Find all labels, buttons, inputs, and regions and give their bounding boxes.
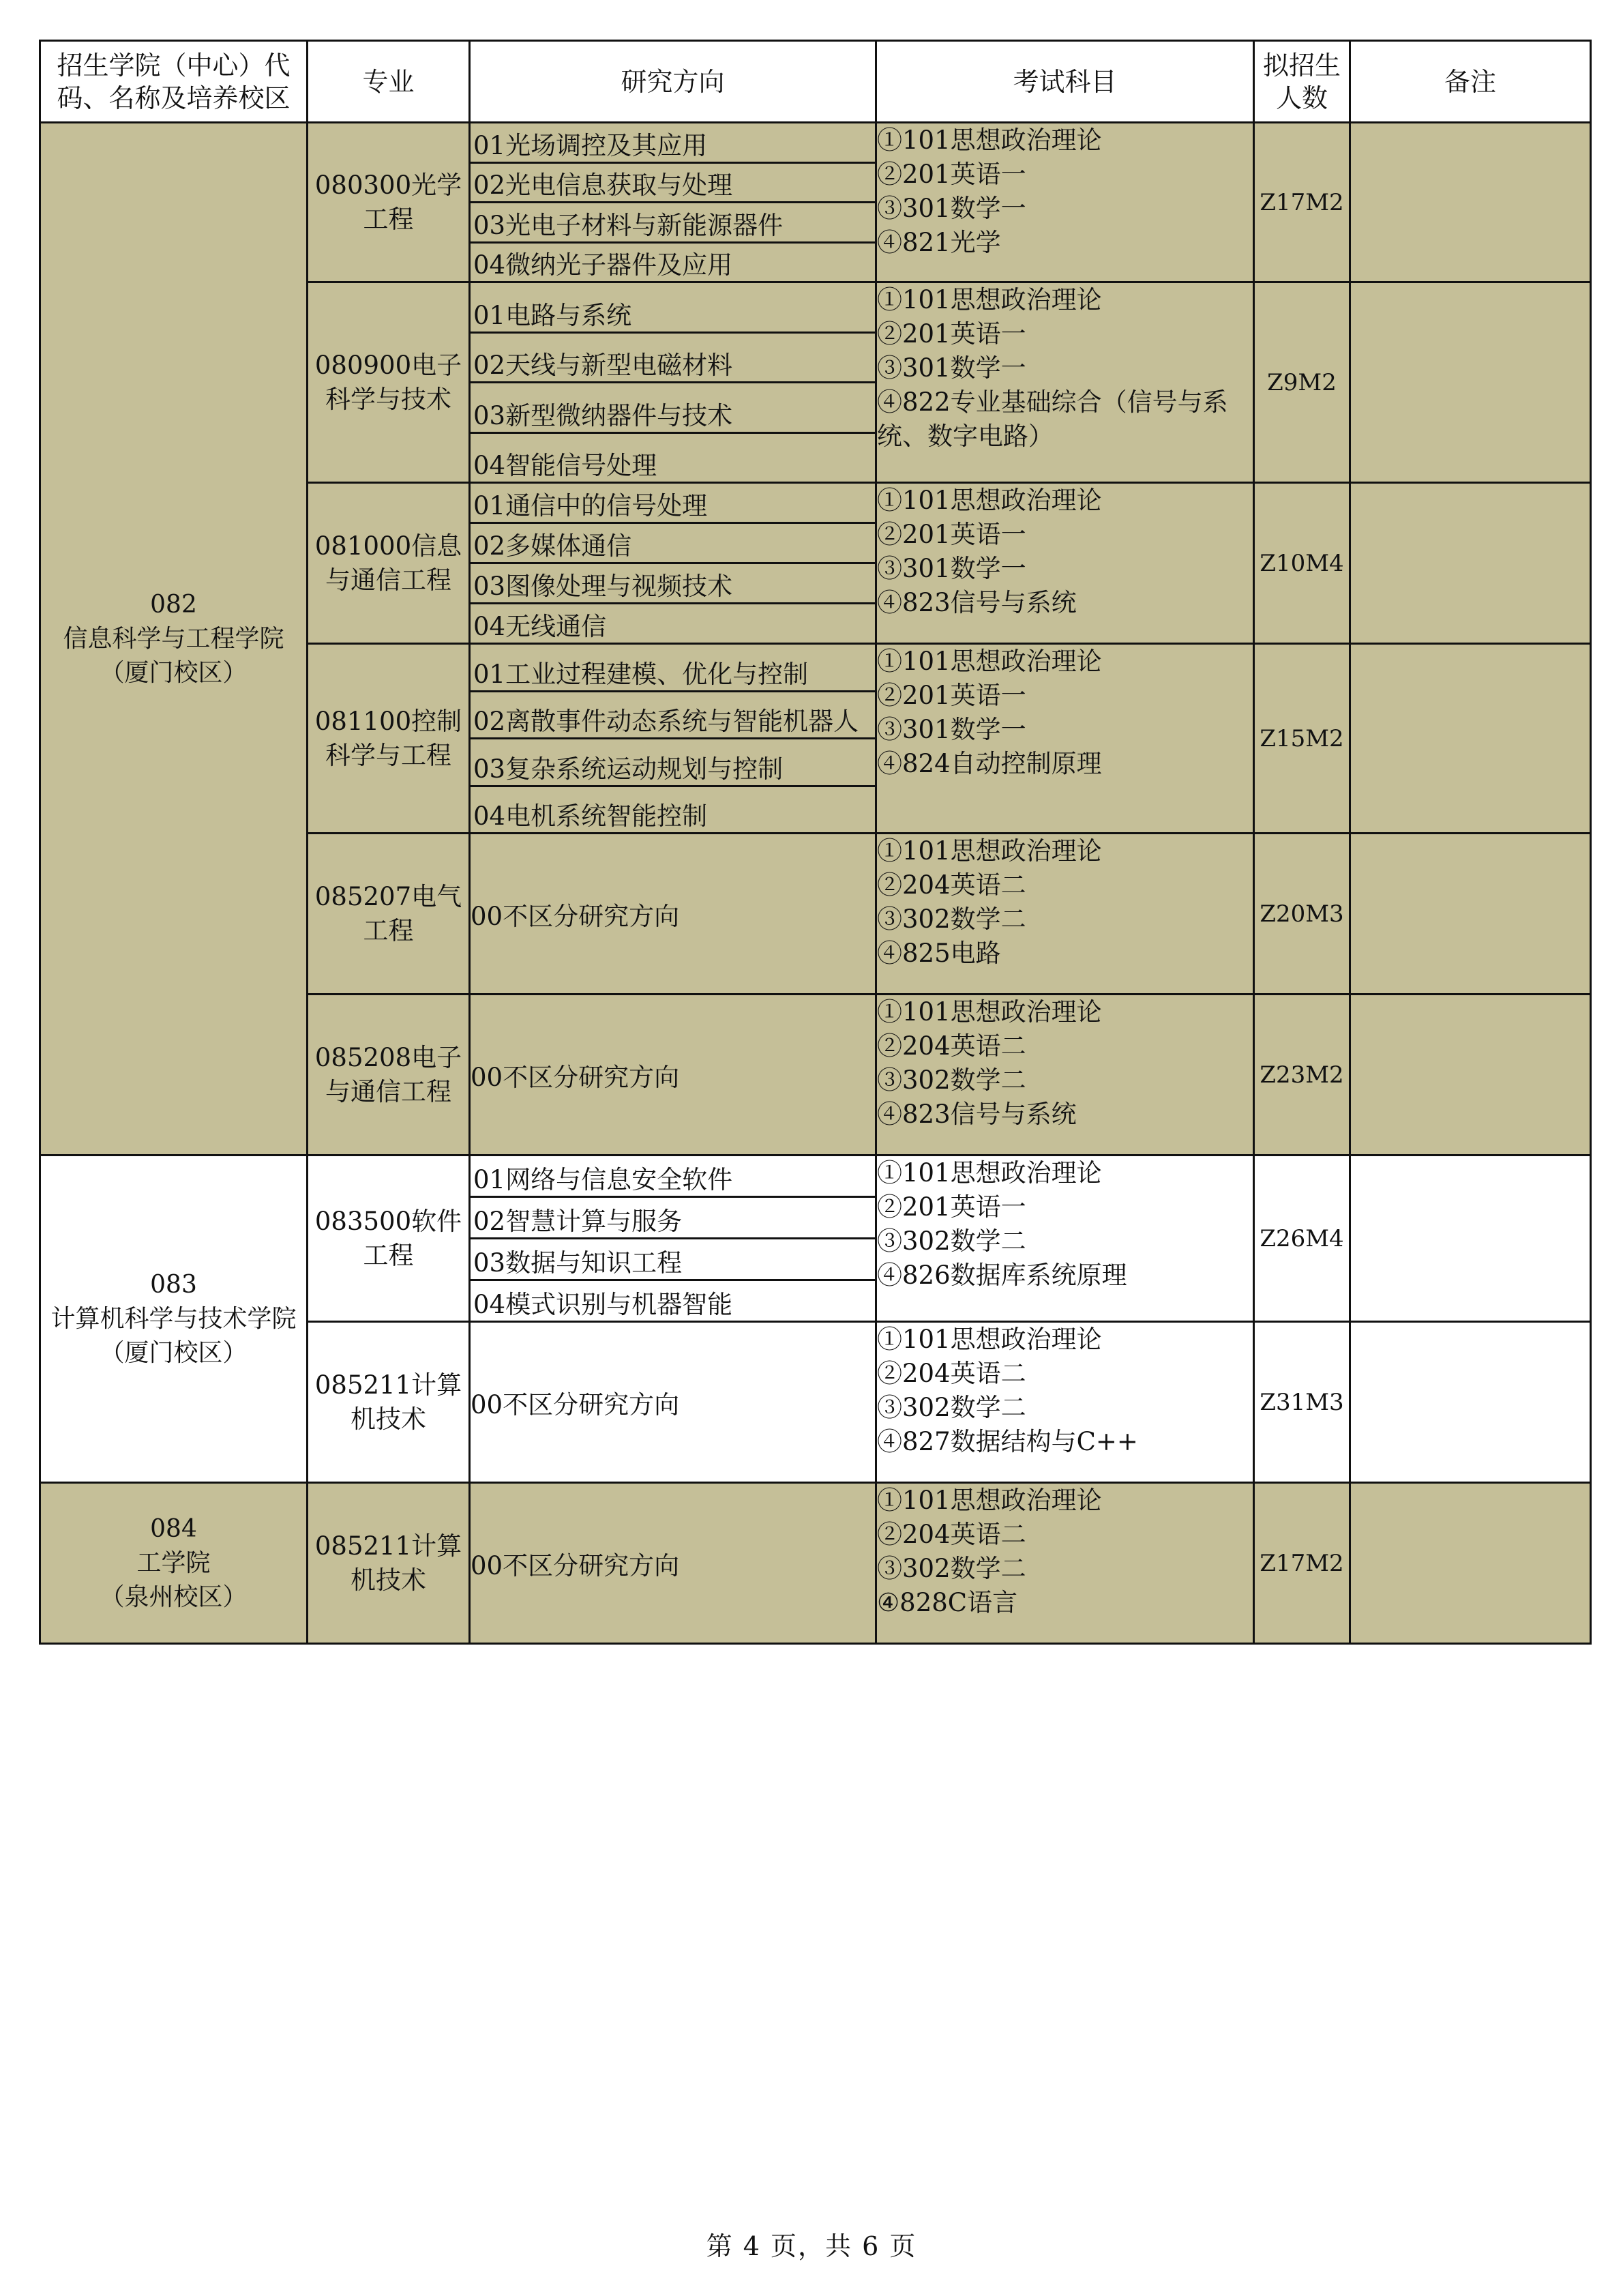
subject-item: ④822专业基础综合（信号与系统、数字电路） (877, 387, 1228, 451)
count-cell: Z9M2 (1254, 282, 1350, 483)
major-cell: 085208电子与通信工程 (308, 995, 470, 1156)
enrollment-table (39, 40, 1592, 1645)
subject-item: ②204英语二 (877, 1031, 1026, 1061)
direction-cell: 00不区分研究方向 (470, 1483, 876, 1644)
direction-cell (470, 282, 876, 483)
note-cell (1350, 282, 1591, 483)
count-cell: Z10M4 (1254, 483, 1350, 644)
subject-item: ③302数学二 (877, 1065, 1026, 1095)
subject-item: ①101思想政治理论 (877, 126, 1102, 155)
direction-item: 04微纳光子器件及应用 (471, 241, 875, 282)
subject-item: ③301数学一 (877, 194, 1026, 223)
subject-item: ②204英语二 (877, 1359, 1026, 1388)
direction-item: 01通信中的信号处理 (473, 491, 708, 520)
count-cell: Z20M3 (1254, 834, 1350, 995)
subject-item: ①101思想政治理论 (877, 285, 1102, 314)
note-cell (1350, 1322, 1591, 1483)
subject-item: ③301数学一 (877, 715, 1026, 744)
subject-item: ③302数学二 (877, 1554, 1026, 1583)
table-row (40, 123, 1591, 282)
college-college-code: 082 (150, 590, 197, 619)
subject-item: ①101思想政治理论 (877, 1486, 1102, 1515)
college-campus: （厦门校区） (100, 658, 248, 687)
college-college-name: 工学院 (136, 1548, 211, 1577)
subject-item: ①101思想政治理论 (877, 997, 1102, 1027)
subject-item: ①101思想政治理论 (877, 1325, 1102, 1354)
subjects-cell (876, 995, 1254, 1156)
direction-item: 02智慧计算与服务 (471, 1196, 875, 1237)
note-cell (1350, 1483, 1591, 1644)
college-campus: （泉州校区） (100, 1583, 248, 1611)
header-note: 备注 (1350, 41, 1591, 123)
major-cell: 080900电子科学与技术 (308, 282, 470, 483)
subject-item: ③301数学一 (877, 353, 1026, 383)
major-cell: 080300光学工程 (308, 123, 470, 282)
header-count: 拟招生人数 (1254, 41, 1350, 123)
direction-item: 01网络与信息安全软件 (473, 1165, 733, 1194)
direction-item: 03复杂系统运动规划与控制 (471, 737, 875, 785)
direction-item: 04模式识别与机器智能 (471, 1279, 875, 1321)
subjects-cell (876, 483, 1254, 644)
table-row (40, 1156, 1591, 1322)
college-college-name: 信息科学与工程学院 (63, 624, 284, 653)
college-cell (40, 1156, 308, 1483)
direction-item: 02离散事件动态系统与智能机器人 (471, 690, 875, 738)
note-cell (1350, 995, 1591, 1156)
header-college: 招生学院（中心）代码、名称及培养校区 (40, 41, 308, 123)
subject-item: ①101思想政治理论 (877, 486, 1102, 515)
direction-item: 03光电子材料与新能源器件 (471, 201, 875, 241)
major-cell: 081100控制科学与工程 (308, 644, 470, 834)
direction-cell (470, 123, 876, 282)
subject-item: ③302数学二 (877, 904, 1026, 934)
subjects-cell (876, 123, 1254, 282)
college-college-name: 计算机科学与技术学院 (50, 1304, 297, 1333)
note-cell (1350, 123, 1591, 282)
note-cell (1350, 483, 1591, 644)
count-cell: Z15M2 (1254, 644, 1350, 834)
subject-item: ①101思想政治理论 (877, 1158, 1102, 1188)
subject-item: ①101思想政治理论 (877, 647, 1102, 676)
direction-item: 01工业过程建模、优化与控制 (473, 659, 809, 689)
count-cell: Z26M4 (1254, 1156, 1350, 1322)
direction-item: 02天线与新型电磁材料 (471, 332, 875, 382)
college-cell (40, 1483, 308, 1644)
college-campus: （厦门校区） (100, 1338, 248, 1367)
major-cell: 085207电气工程 (308, 834, 470, 995)
header-direction: 研究方向 (470, 41, 876, 123)
direction-cell: 00不区分研究方向 (470, 1322, 876, 1483)
direction-cell: 00不区分研究方向 (470, 834, 876, 995)
major-cell: 081000信息与通信工程 (308, 483, 470, 644)
note-cell (1350, 644, 1591, 834)
subjects-cell (876, 834, 1254, 995)
note-cell (1350, 834, 1591, 995)
major-cell: 085211计算机技术 (308, 1483, 470, 1644)
page-footer: 第 4 页，共 6 页 (706, 2231, 917, 2261)
subject-item: ②201英语一 (877, 160, 1026, 189)
direction-cell (470, 644, 876, 834)
header-subjects: 考试科目 (876, 41, 1254, 123)
subject-item: ③301数学一 (877, 554, 1026, 583)
subjects-cell (876, 1322, 1254, 1483)
count-cell: Z17M2 (1254, 1483, 1350, 1644)
subject-item: ④827数据结构与C++ (877, 1427, 1138, 1456)
direction-item: 01电路与系统 (473, 300, 632, 330)
subjects-cell (876, 1156, 1254, 1322)
subject-item: ④821光学 (877, 228, 1001, 257)
count-cell: Z31M3 (1254, 1322, 1350, 1483)
direction-item: 04智能信号处理 (471, 432, 875, 482)
subject-item: ②201英语一 (877, 681, 1026, 710)
subject-item: ④823信号与系统 (877, 588, 1077, 617)
subject-item: ②201英语一 (877, 1192, 1026, 1222)
subject-item: ④826数据库系统原理 (877, 1261, 1127, 1290)
subject-item: ④823信号与系统 (877, 1100, 1077, 1129)
college-cell (40, 123, 308, 1156)
direction-cell: 00不区分研究方向 (470, 995, 876, 1156)
subjects-cell (876, 282, 1254, 483)
direction-item: 02多媒体通信 (471, 522, 875, 562)
subject-item: ①101思想政治理论 (877, 836, 1102, 866)
header-major: 专业 (308, 41, 470, 123)
direction-item: 04无线通信 (471, 602, 875, 643)
direction-cell (470, 1156, 876, 1322)
direction-item: 01光场调控及其应用 (473, 130, 708, 160)
college-college-code: 083 (150, 1270, 197, 1299)
subject-item: ③302数学二 (877, 1393, 1026, 1422)
major-cell: 085211计算机技术 (308, 1322, 470, 1483)
subject-item: ④828C语言 (877, 1588, 1018, 1617)
direction-cell (470, 483, 876, 644)
direction-item: 03图像处理与视频技术 (471, 562, 875, 602)
subject-item: ②204英语二 (877, 870, 1026, 900)
direction-item: 03数据与知识工程 (471, 1237, 875, 1279)
subject-item: ③302数学二 (877, 1226, 1026, 1256)
direction-item: 04电机系统智能控制 (471, 785, 875, 833)
college-college-code: 084 (150, 1514, 197, 1543)
table-body (40, 123, 1591, 1644)
direction-item: 02光电信息获取与处理 (471, 162, 875, 202)
subjects-cell (876, 1483, 1254, 1644)
subjects-cell (876, 644, 1254, 834)
direction-item: 03新型微纳器件与技术 (471, 381, 875, 432)
count-cell: Z23M2 (1254, 995, 1350, 1156)
subject-item: ②204英语二 (877, 1520, 1026, 1549)
count-cell: Z17M2 (1254, 123, 1350, 282)
header-row (40, 41, 1591, 123)
table-row (40, 1483, 1591, 1644)
subject-item: ②201英语一 (877, 319, 1026, 349)
subject-item: ②201英语一 (877, 520, 1026, 549)
major-cell: 083500软件工程 (308, 1156, 470, 1322)
subject-item: ④825电路 (877, 939, 1001, 968)
subject-item: ④824自动控制原理 (877, 749, 1102, 778)
note-cell (1350, 1156, 1591, 1322)
